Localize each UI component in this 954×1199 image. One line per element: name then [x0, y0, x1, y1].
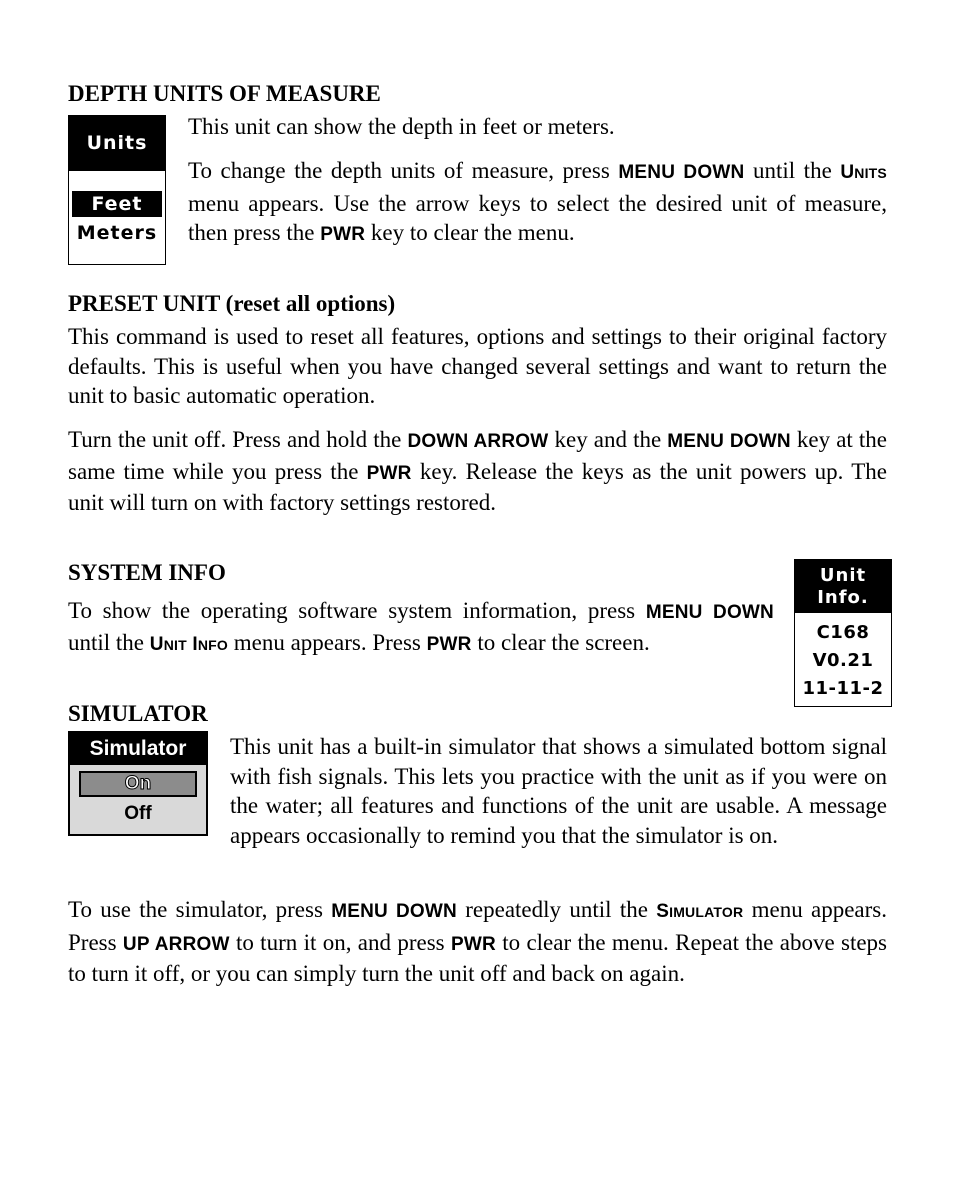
- text-run: to clear the screen.: [471, 629, 650, 655]
- text-run: menu appears. Press: [68, 897, 887, 955]
- key-menu-down: MENU DOWN: [331, 901, 457, 922]
- text-run: key at the same time while you press the: [68, 427, 887, 484]
- depth-units-heading: DEPTH UNITS OF MEASURE: [68, 81, 381, 106]
- depth-units-paragraph-1: This unit can show the depth in feet or meters.: [188, 114, 615, 139]
- text-run: repeatedly until the: [456, 897, 657, 922]
- menu-name-info-rest: NFO: [197, 636, 228, 653]
- float-spacer: [68, 732, 230, 850]
- unit-info-version: V0.21: [812, 650, 874, 671]
- preset-unit-paragraph-2: [68, 425, 887, 518]
- simulator-menu-title: Simulator: [70, 733, 206, 765]
- text-run: Turn the unit off. Press and hold the: [68, 427, 408, 452]
- units-option-meters: Meters: [76, 222, 158, 244]
- key-pwr: PWR: [366, 462, 412, 484]
- key-pwr: PWR: [426, 633, 472, 655]
- menu-name-info-initial: I: [186, 633, 198, 655]
- simulator-paragraph-1: [68, 732, 887, 850]
- key-menu-down: MENU DOWN: [645, 602, 774, 623]
- key-pwr: PWR: [450, 933, 496, 955]
- unit-info-title-line-2: Info.: [817, 587, 869, 608]
- menu-name-simulator-rest: IMULATOR: [669, 904, 744, 920]
- menu-name-unit-initial: U: [149, 633, 164, 655]
- simulator-paragraph-2: [68, 895, 887, 989]
- simulator-option-off: Off: [124, 803, 152, 824]
- key-up-arrow: UP ARROW: [122, 933, 230, 955]
- simulator-option-on: On: [79, 771, 197, 797]
- menu-name-simulator-initial: S: [656, 901, 670, 922]
- unit-info-title: [795, 560, 891, 613]
- text-run: key. Release the keys as the unit powers up. The unit will turn on with factory settings restored.: [68, 458, 888, 516]
- unit-info-model: C168: [816, 622, 870, 643]
- text-run: until the: [68, 629, 150, 655]
- menu-name-units-initial: U: [840, 162, 855, 183]
- text-run: until the: [744, 158, 841, 183]
- menu-name-unit-rest: NIT: [163, 636, 187, 653]
- system-info-heading: SYSTEM INFO: [68, 560, 226, 585]
- system-info-paragraph: [68, 596, 774, 660]
- preset-unit-heading: PRESET UNIT (reset all options): [68, 291, 396, 316]
- key-menu-down: MENU DOWN: [667, 431, 791, 452]
- key-pwr: PWR: [320, 224, 366, 246]
- key-down-arrow: DOWN ARROW: [407, 431, 549, 452]
- text-run: key to clear the menu.: [365, 220, 575, 246]
- units-option-feet: Feet: [72, 191, 162, 217]
- simulator-heading: SIMULATOR: [68, 701, 208, 726]
- units-menu-title: Units: [69, 116, 165, 171]
- menu-name-units-rest: NITS: [854, 165, 887, 181]
- text-run: menu appears. Press: [227, 629, 427, 655]
- unit-info-date: 11-11-2: [802, 678, 884, 699]
- unit-info-title-line-1: Unit: [819, 565, 867, 586]
- units-menu-screen: [68, 115, 166, 265]
- text-run: key and the: [548, 427, 668, 452]
- text-run: To use the simulator, press: [68, 897, 332, 922]
- key-menu-down: MENU DOWN: [618, 162, 745, 183]
- text-run: menu appears. Use the arrow keys to select the desired unit of measure, then press the: [188, 190, 887, 246]
- text-run: To change the depth units of measure, press: [188, 158, 619, 183]
- preset-unit-paragraph-1: This command is used to reset all features, options and settings to their original factory defaults. This is useful when you have changed several settings and want to return the unit to basic automatic operation.: [68, 324, 887, 409]
- text-run: To show the operating software system information, press: [68, 598, 646, 623]
- text-run: to turn it on, and press: [229, 929, 451, 955]
- depth-units-paragraph-2: [188, 156, 887, 250]
- text-run: This unit has a built-in simulator that shows a simulated bottom signal with fish signals. This lets you practice with the unit as if you were on the water; all features and functions of the unit are usable. A message appears occasionally to remind you that the simulator is on.: [230, 734, 887, 848]
- text-run: to clear the menu. Repeat the above steps to turn it off, or you can simply turn the unit off and back on again.: [68, 929, 888, 987]
- unit-info-screen: [794, 559, 892, 707]
